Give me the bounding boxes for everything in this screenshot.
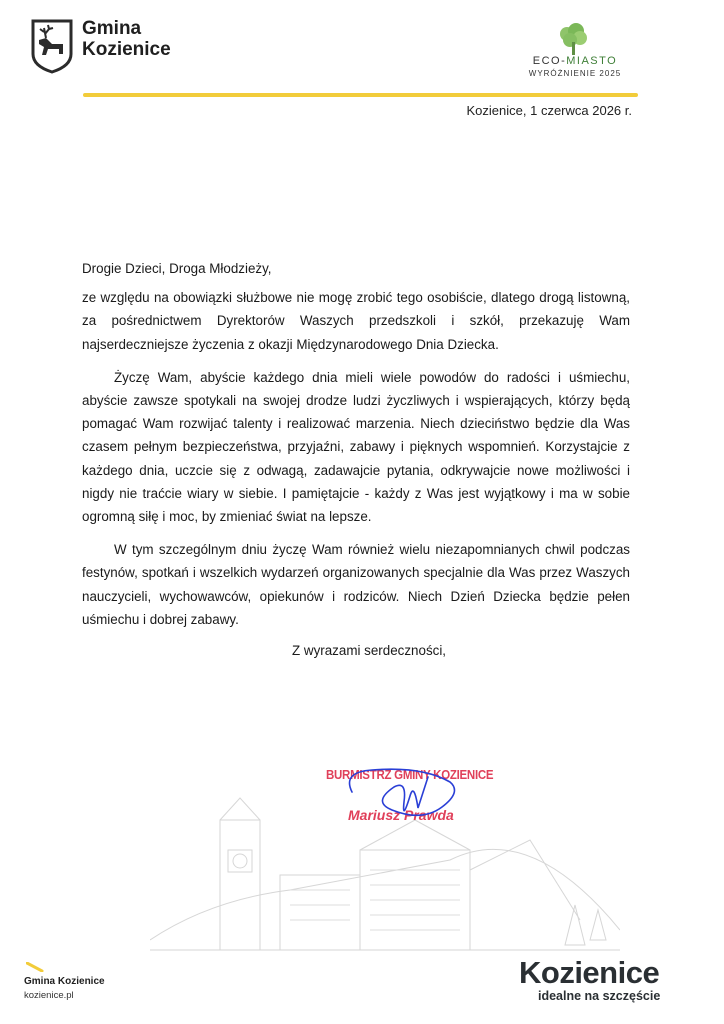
footer-name: Gmina Kozienice: [24, 976, 105, 987]
eco-city-label: [525, 55, 625, 67]
footer-url: kozienice.pl: [24, 990, 74, 1001]
tree-icon: [556, 22, 590, 56]
stamp-name: Mariusz Prawda: [348, 807, 454, 823]
paragraph-2: Życzę Wam, abyście każdego dnia mieli wiele powodów do radości i uśmiechu, abyście zawsze spotykali na swojej drodze ludzi życzliwych i wspierających, którzy będą pomagać Wam rozwijać talenty i realizować marzenia. Niech dzieciństwo będzie dla Was czasem pełnym bezpieczeństwa, przyjaźni, zabawy i pięknych wspomnień. Korzystajcie z każdego dnia, uczcie się z odwagą, zadawajcie pytania, odkrywajcie nowe możliwości i nigdy nie traćcie wiary w siebie. I pamiętajcie - każdy z Was jest wyjątkowy i ma w sobie ogromną siłę i moc, by zmieniać świat na lepsze.: [82, 369, 630, 525]
eco-prefix: ECO-: [532, 55, 567, 67]
footer-accent-mark: [26, 962, 44, 972]
closing-phrase: Z wyrazami serdeczności,: [292, 643, 447, 659]
brand-line-2: Kozienice: [82, 39, 171, 60]
letter-date: Kozienice, 1 czerwca 2026 r.: [466, 103, 632, 118]
slogan-logo-title: Kozienice: [519, 955, 660, 990]
paragraph-1: ze względu na obowiązki służbowe nie mogę zrobić tego osobiście, dlatego drogą listowną, za pośrednictwem Dyrektorów Waszych przedszkoli i szkół, przekazuję Wam najserdeczniejsze życzenia z okazji Międzynarodowego Dnia Dziecka.: [82, 290, 630, 352]
paragraph-3: W tym szczególnym dniu życzę Wam również wielu niezapomnianych chwil podczas festynów, spotkań i wszelkich wydarzeń organizowanych specjalnie dla Was przez Waszych nauczycieli, wychowawców, opiekunów i rodziców. Niech Dzień Dziecka będzie pełen uśmiechu i dobrej zabawy.: [82, 542, 630, 627]
slogan-subtitle: idealne na szczęście: [538, 989, 661, 1003]
header-divider: [83, 93, 638, 97]
eco-suffix: MIASTO: [566, 55, 618, 67]
brand-name: [82, 18, 171, 60]
eco-award-label: WYRÓŻNIENIE 2025: [528, 69, 622, 78]
handwritten-signature: [332, 752, 472, 832]
letter-body: [82, 257, 630, 662]
stamp-title: BURMISTRZ GMINY KOZIENICE: [326, 768, 494, 782]
municipal-crest-logo: [30, 18, 74, 74]
salutation: Drogie Dzieci, Droga Młodzieży,: [82, 261, 272, 276]
brand-line-1: Gmina: [82, 18, 142, 39]
